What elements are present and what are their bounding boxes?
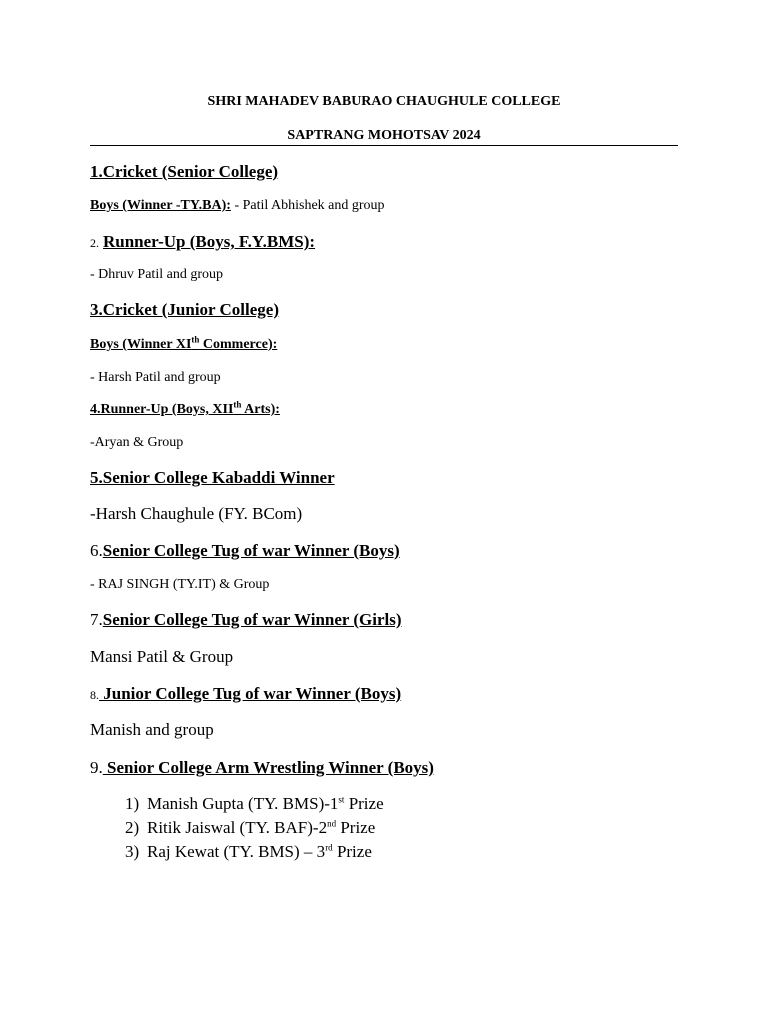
- section-3-sub-post: Commerce):: [199, 337, 278, 352]
- list-item-text: [147, 842, 372, 862]
- section-3-line: - Harsh Patil and group: [90, 370, 221, 385]
- section-8-heading: [90, 684, 401, 704]
- section-3-heading: 3.Cricket (Junior College): [90, 300, 280, 319]
- list-item-number: 3): [125, 842, 140, 861]
- section-6-title: Senior College Tug of war Winner (Boys): [102, 541, 400, 560]
- section-7-number: 7.: [90, 610, 103, 629]
- section-2-title: Runner-Up (Boys, F.Y.BMS):: [103, 232, 316, 251]
- section-2-heading: [90, 232, 315, 252]
- section-4-post: Arts):: [241, 402, 280, 417]
- section-2-line: - Dhruv Patil and group: [90, 267, 223, 282]
- list-item-sup: nd: [327, 818, 337, 829]
- list-item-post: Prize: [336, 818, 376, 837]
- list-item-text: [147, 818, 375, 838]
- list-item-post: Prize: [344, 794, 384, 813]
- section-3-sub: [90, 334, 278, 353]
- section-5-line: -Harsh Chaughule (FY. BCom): [90, 504, 303, 523]
- section-4-pre: 4.Runner-Up (Boys, XII: [90, 402, 234, 417]
- list-item-number: 2): [125, 818, 140, 837]
- section-6-heading: [90, 541, 400, 561]
- section-1-text: - Patil Abhishek and group: [230, 198, 385, 213]
- list-item-sup: rd: [325, 842, 333, 853]
- section-4-heading: [90, 399, 280, 418]
- section-1-label: Boys (Winner -TY.BA):: [90, 198, 231, 213]
- section-8-title: Junior College Tug of war Winner (Boys): [99, 684, 402, 703]
- list-item-sup: st: [338, 794, 345, 805]
- section-4-line: -Aryan & Group: [90, 435, 184, 450]
- list-item-pre: Raj Kewat (TY. BMS) – 3: [147, 842, 326, 861]
- section-3-sub-sup: th: [191, 334, 200, 345]
- section-1-line: [90, 198, 385, 214]
- section-9-number: 9.: [90, 758, 103, 777]
- section-2-number: 2.: [90, 236, 99, 250]
- section-4-sup: th: [233, 399, 242, 410]
- list-item-pre: Ritik Jaiswal (TY. BAF)-2: [147, 818, 328, 837]
- section-7-title: Senior College Tug of war Winner (Girls): [102, 610, 402, 629]
- section-8-line: Manish and group: [90, 720, 214, 739]
- section-3-sub-pre: Boys (Winner XI: [90, 337, 192, 352]
- section-6-number: 6.: [90, 541, 103, 560]
- section-1-heading: 1.Cricket (Senior College): [90, 162, 279, 181]
- section-6-line: - RAJ SINGH (TY.IT) & Group: [90, 577, 270, 592]
- college-title: SHRI MAHADEV BABURAO CHAUGHULE COLLEGE: [207, 94, 561, 109]
- list-item-text: [147, 794, 384, 814]
- section-7-line: Mansi Patil & Group: [90, 647, 234, 666]
- list-item-pre: Manish Gupta (TY. BMS)-1: [147, 794, 339, 813]
- list-item-number: 1): [125, 794, 140, 813]
- section-7-heading: [90, 610, 402, 630]
- section-9-title: Senior College Arm Wrestling Winner (Boys): [102, 758, 434, 777]
- list-item-post: Prize: [332, 842, 372, 861]
- event-title: SAPTRANG MOHOTSAV 2024: [287, 128, 481, 143]
- section-9-heading: [90, 758, 434, 778]
- section-8-number: 8.: [90, 688, 99, 702]
- header-divider: [90, 145, 678, 146]
- section-5-heading: 5.Senior College Kabaddi Winner: [90, 468, 335, 487]
